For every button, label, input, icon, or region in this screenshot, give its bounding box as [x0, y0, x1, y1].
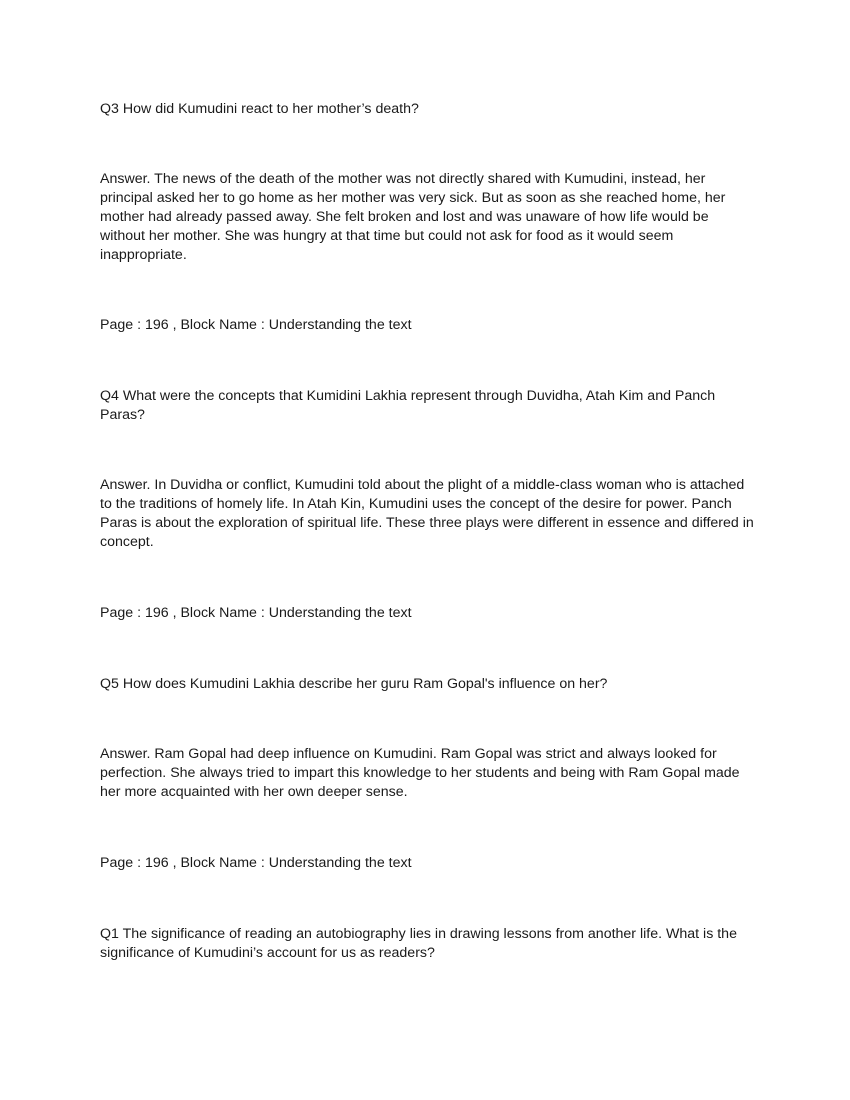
question-q3: Q3 How did Kumudini react to her mother’s death? — [100, 101, 419, 117]
answer-q5: Answer. Ram Gopal had deep influence on Kumudini. Ram Gopal was strict and always looked for perfection. She always tried to impart this knowledge to her students and being with Ram Gopal made her more acquainted with her own deeper sense. — [100, 746, 740, 800]
page-reference: Page : 196 , Block Name : Understanding the text — [100, 605, 412, 621]
question-q4: Q4 What were the concepts that Kumidini Lakhia represent through Duvidha, Atah Kim and Panch Paras? — [100, 388, 716, 423]
answer-q3: Answer. The news of the death of the mother was not directly shared with Kumudini, instead, her principal asked her to go home as her mother was very sick. But as soon as she reached home, her mother had already passed away. She felt broken and lost and was unaware of how life would be without her mother. She was hungry at that time but could not ask for food as it would seem inappropriate. — [100, 171, 726, 263]
page-reference: Page : 196 , Block Name : Understanding the text — [100, 855, 412, 871]
page-reference: Page : 196 , Block Name : Understanding the text — [100, 317, 412, 333]
answer-q4: Answer. In Duvidha or conflict, Kumudini told about the plight of a middle-class woman who is attached to the traditions of homely life. In Atah Kin, Kumudini uses the concept of the desire for power. Panch Paras is about the exploration of spiritual life. These three plays were different in essence and differed in concept. — [100, 477, 754, 550]
question-q1: Q1 The significance of reading an autobiography lies in drawing lessons from another life. What is the significance of Kumudini’s account for us as readers? — [100, 926, 737, 961]
question-q5: Q5 How does Kumudini Lakhia describe her guru Ram Gopal's influence on her? — [100, 676, 608, 692]
